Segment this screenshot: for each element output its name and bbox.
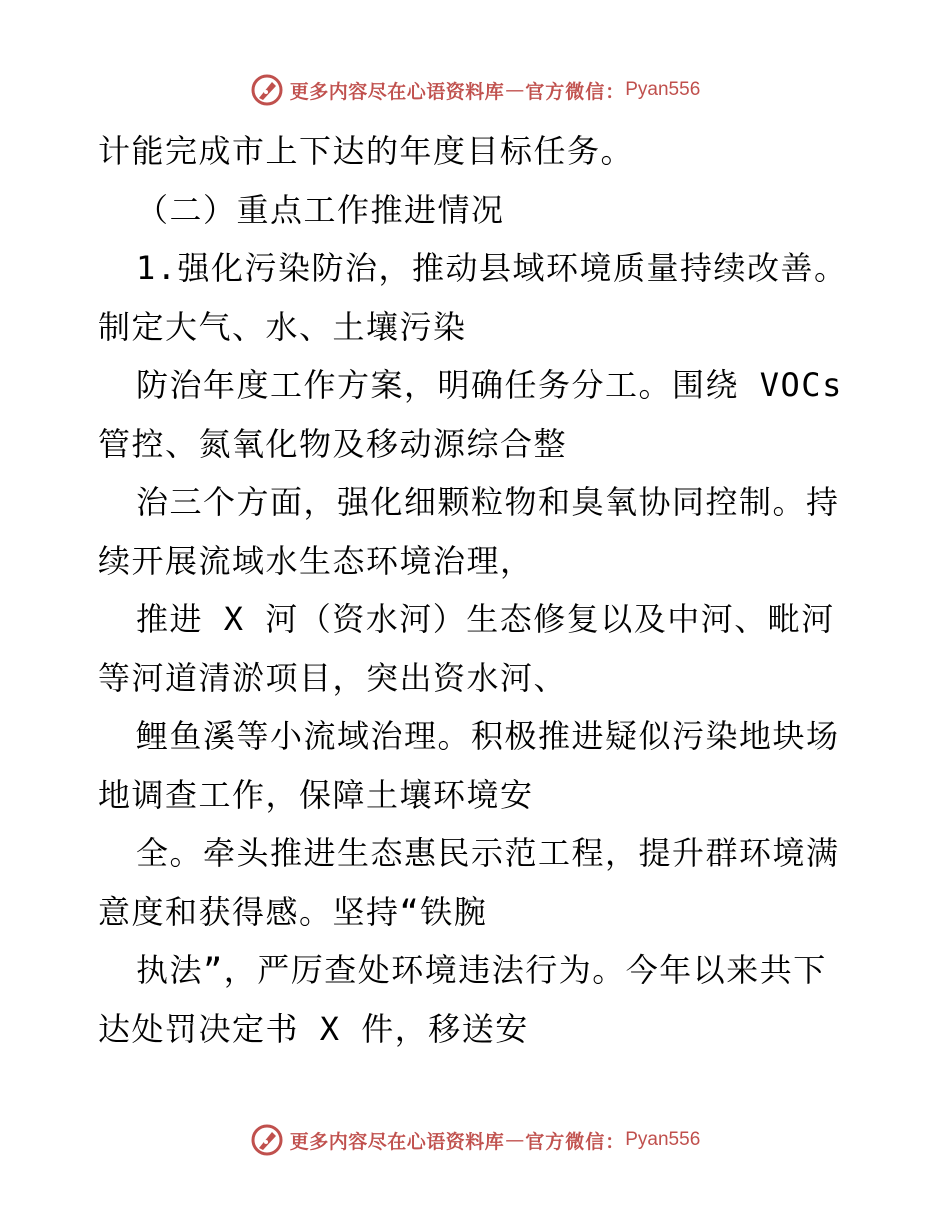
body-line: 计能完成市上下达的年度目标任务。 xyxy=(98,132,635,170)
body-line: （二）重点工作推进情况 xyxy=(136,190,505,229)
body-line: 鲤鱼溪等小流域治理。积极推进疑似污染地块场 xyxy=(136,717,840,755)
body-line: 防治年度工作方案，明确任务分工。围绕 VOCs xyxy=(136,366,843,404)
watermark-official: 官方微信： xyxy=(525,1130,626,1153)
watermark-wechat-id: Pyan556 xyxy=(625,79,701,100)
watermark-separator: — xyxy=(505,79,525,101)
body-line: 制定大气、水、土壤污染 xyxy=(98,307,467,346)
body-line: 全。牵头推进生态惠民示范工程，提升群环境满 xyxy=(136,834,840,872)
body-line: 地调查工作，保障土壤环境安 xyxy=(98,775,534,814)
body-line: 1.强化污染防治，推动县域环境质量持续改善。 xyxy=(136,249,848,287)
body-line: 意度和获得感。坚持“铁腕 xyxy=(98,892,488,931)
pen-nib-logo-icon xyxy=(250,73,284,107)
body-line: 管控、氮氧化物及移动源综合整 xyxy=(98,424,568,463)
watermark-separator: — xyxy=(505,1129,525,1151)
pen-nib-logo-icon xyxy=(250,1123,284,1157)
body-line: 执法”，严厉查处环境违法行为。今年以来共下 xyxy=(136,951,827,989)
body-line: 治三个方面，强化细颗粒物和臭氧协同控制。持 xyxy=(136,483,840,521)
header-watermark xyxy=(0,70,950,110)
document-body xyxy=(98,122,868,1058)
body-line: 续开展流域水生态环境治理， xyxy=(98,541,534,580)
body-line: 达处罚决定书 X 件，移送安 xyxy=(98,1009,529,1048)
watermark-official: 官方微信： xyxy=(525,80,626,103)
body-line: 推进 X 河（资水河）生态修复以及中河、毗河 xyxy=(136,600,835,638)
footer-watermark xyxy=(0,1120,950,1160)
watermark-wechat-id: Pyan556 xyxy=(625,1129,701,1150)
watermark-text: 更多内容尽在心语资料库 xyxy=(289,80,505,103)
body-line: 等河道清淤项目，突出资水河、 xyxy=(98,658,568,697)
watermark-text: 更多内容尽在心语资料库 xyxy=(289,1130,505,1153)
